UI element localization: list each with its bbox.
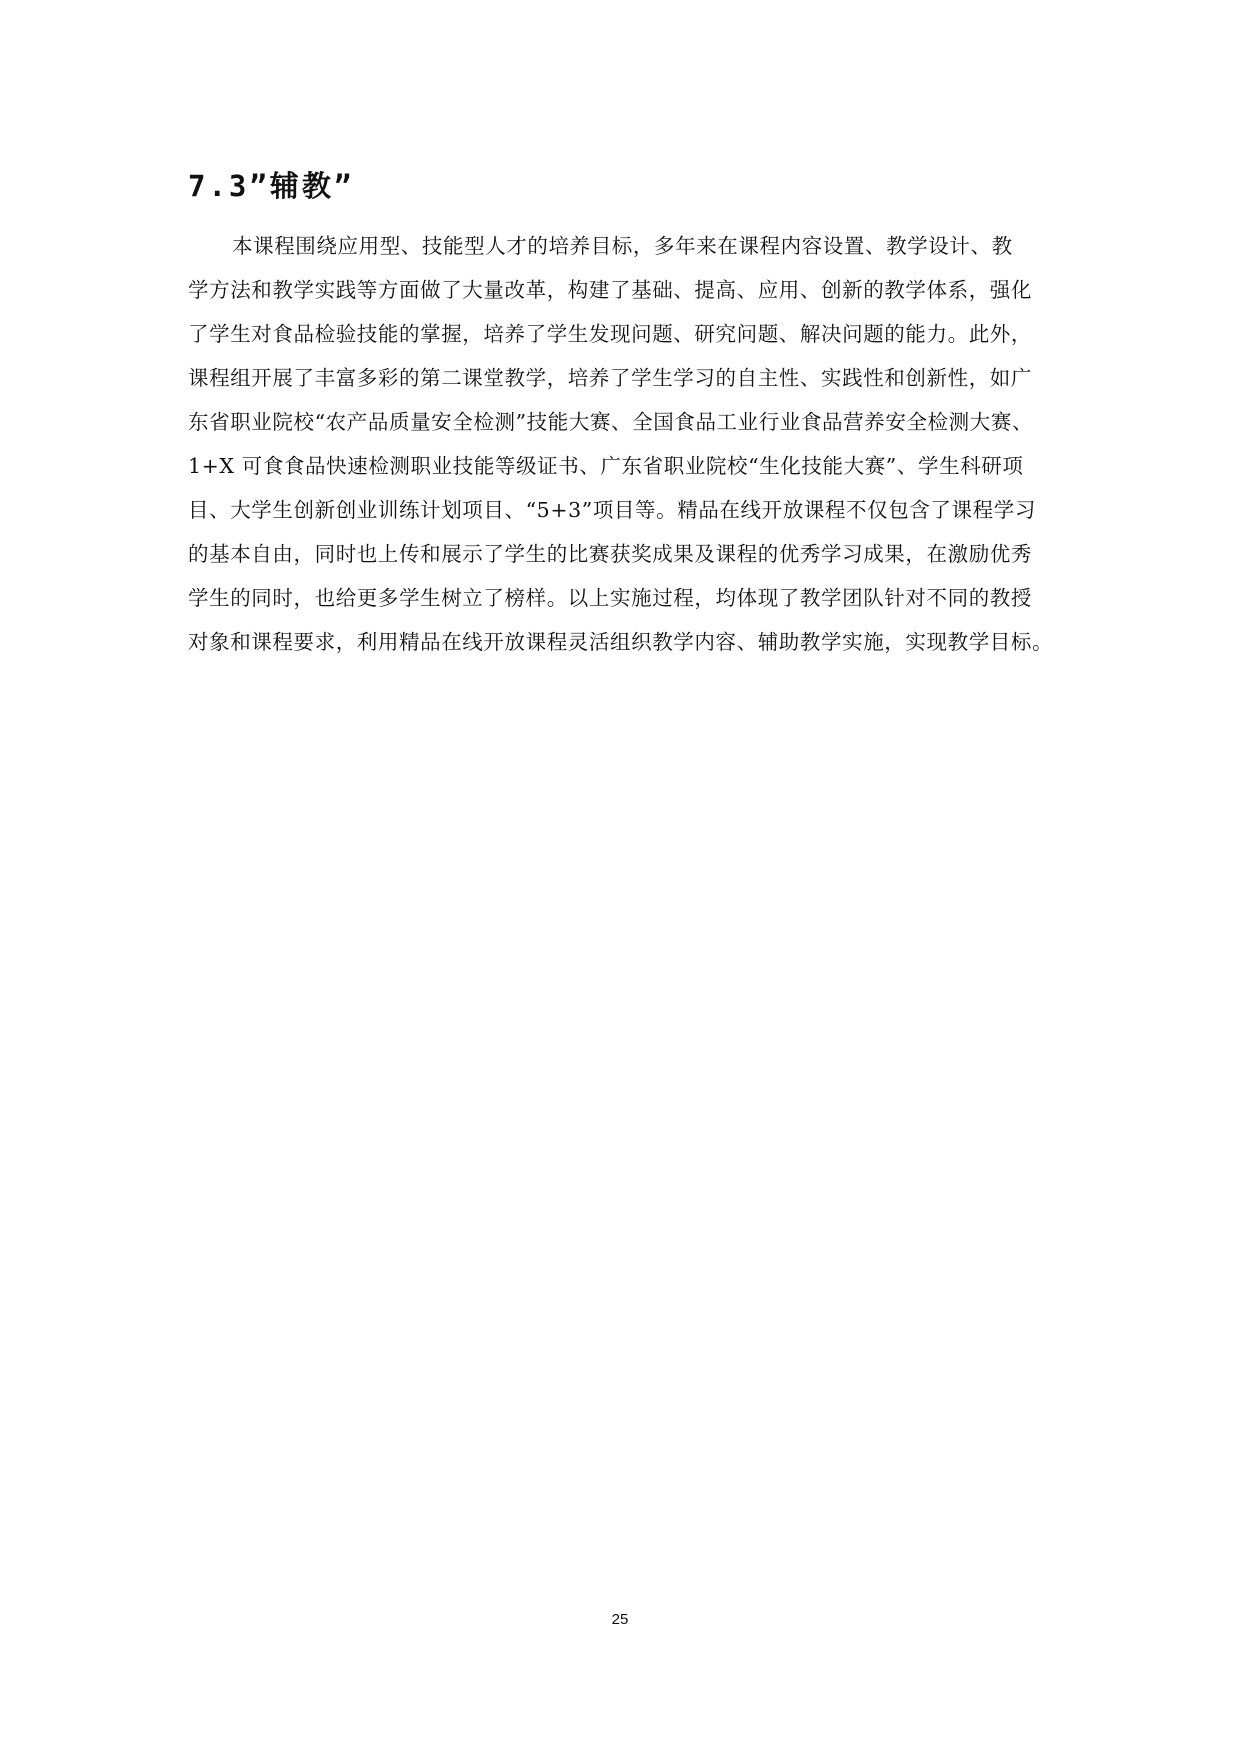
- paragraph-line: 对象和课程要求，利用精品在线开放课程灵活组织教学内容、辅助教学实施，实现教学目标。: [188, 630, 1054, 654]
- page-number: 25: [611, 1611, 629, 1628]
- paragraph-line: 东省职业院校“农产品质量安全检测”技能大赛、全国食品工业行业食品营养安全检测大赛、: [188, 410, 1034, 434]
- paragraph-line: 目、大学生创新创业训练计划项目、“5+3”项目等。精品在线开放课程不仅包含了课程学习: [188, 498, 1036, 522]
- paragraph-line: 了学生对食品检验技能的掌握，培养了学生发现问题、研究问题、解决问题的能力。此外，: [188, 322, 1032, 346]
- body-paragraph: [188, 224, 1054, 664]
- paragraph-line: 课程组开展了丰富多彩的第二课堂教学，培养了学生学习的自主性、实践性和创新性，如广: [188, 366, 1032, 390]
- paragraph-line: 1+X 可食食品快速检测职业技能等级证书、广东省职业院校“生化技能大赛”、学生科研项: [188, 454, 1024, 478]
- section-heading: 7.3”辅教”: [188, 169, 355, 203]
- paragraph-line: 学方法和教学实践等方面做了大量改革，构建了基础、提高、应用、创新的教学体系，强化: [188, 278, 1032, 302]
- paragraph-line: 学生的同时，也给更多学生树立了榜样。以上实施过程，均体现了教学团队针对不同的教授: [188, 586, 1032, 610]
- paragraph-line: 本课程围绕应用型、技能型人才的培养目标，多年来在课程内容设置、教学设计、教: [232, 234, 1013, 258]
- paragraph-line: 的基本自由，同时也上传和展示了学生的比赛获奖成果及课程的优秀学习成果，在激励优秀: [188, 542, 1032, 566]
